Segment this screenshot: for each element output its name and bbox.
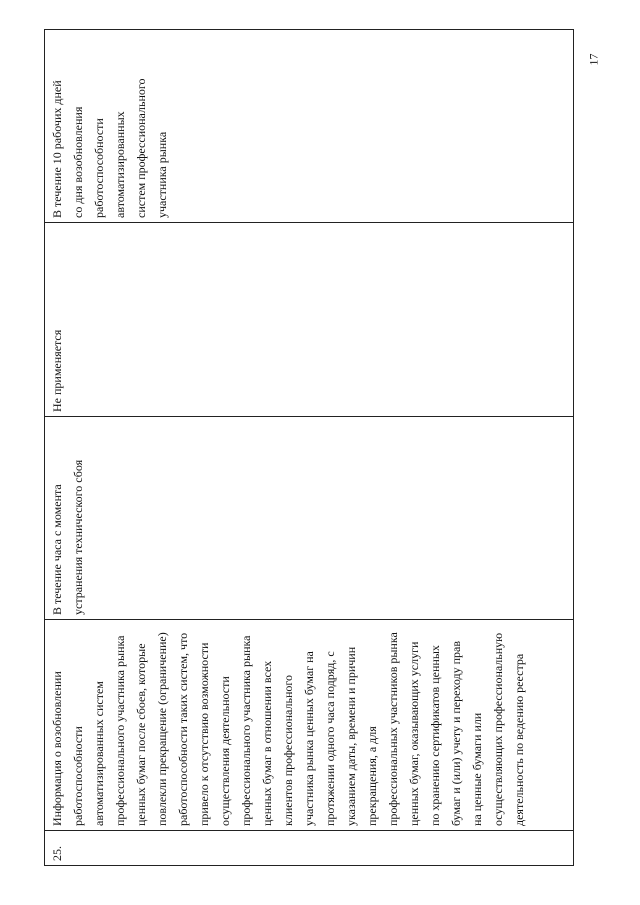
recovery-deadline-text: В течение 10 рабочих дней со дня возобновления работоспособности автоматизированных систем профессионального участника рынка bbox=[50, 78, 169, 218]
recovery-deadline-cell bbox=[45, 30, 574, 223]
description-cell bbox=[45, 620, 574, 831]
table-row bbox=[45, 30, 574, 866]
applicability-cell bbox=[45, 223, 574, 417]
deadline-text: В течение часа с момента устранения технического сбоя bbox=[50, 459, 85, 615]
page-number: 17 bbox=[586, 53, 601, 66]
description-text: Информация о возобновлении работоспособности автоматизированных систем профессионального участника рынка ценных бумаг после сбоев, которые повлекли прекращение (ограничение) работоспособности таких систем, что привело к отсутствию возможности осуществления деятельности профессионального участника рынка ценных бумаг в отношении всех клиентов профессионального участника рынка ценных бумаг на протяжении одного часа подряд, с указанием даты, времени и причин прекращения, а для профессиональных участников рынка ценных бумаг, оказывающих услуги по хранению сертификатов ценных бумаг и (или) учету и переходу прав на ценные бумаги или осуществляющих профессиональную деятельность по ведению реестра bbox=[50, 632, 526, 826]
row-number: 25. bbox=[50, 846, 64, 861]
deadline-cell bbox=[45, 417, 574, 620]
rotated-table-frame bbox=[44, 30, 574, 866]
row-number-cell bbox=[45, 831, 574, 866]
applicability-text: Не применяется bbox=[50, 329, 64, 412]
table-rotator bbox=[44, 30, 574, 866]
requirements-table bbox=[44, 29, 574, 866]
